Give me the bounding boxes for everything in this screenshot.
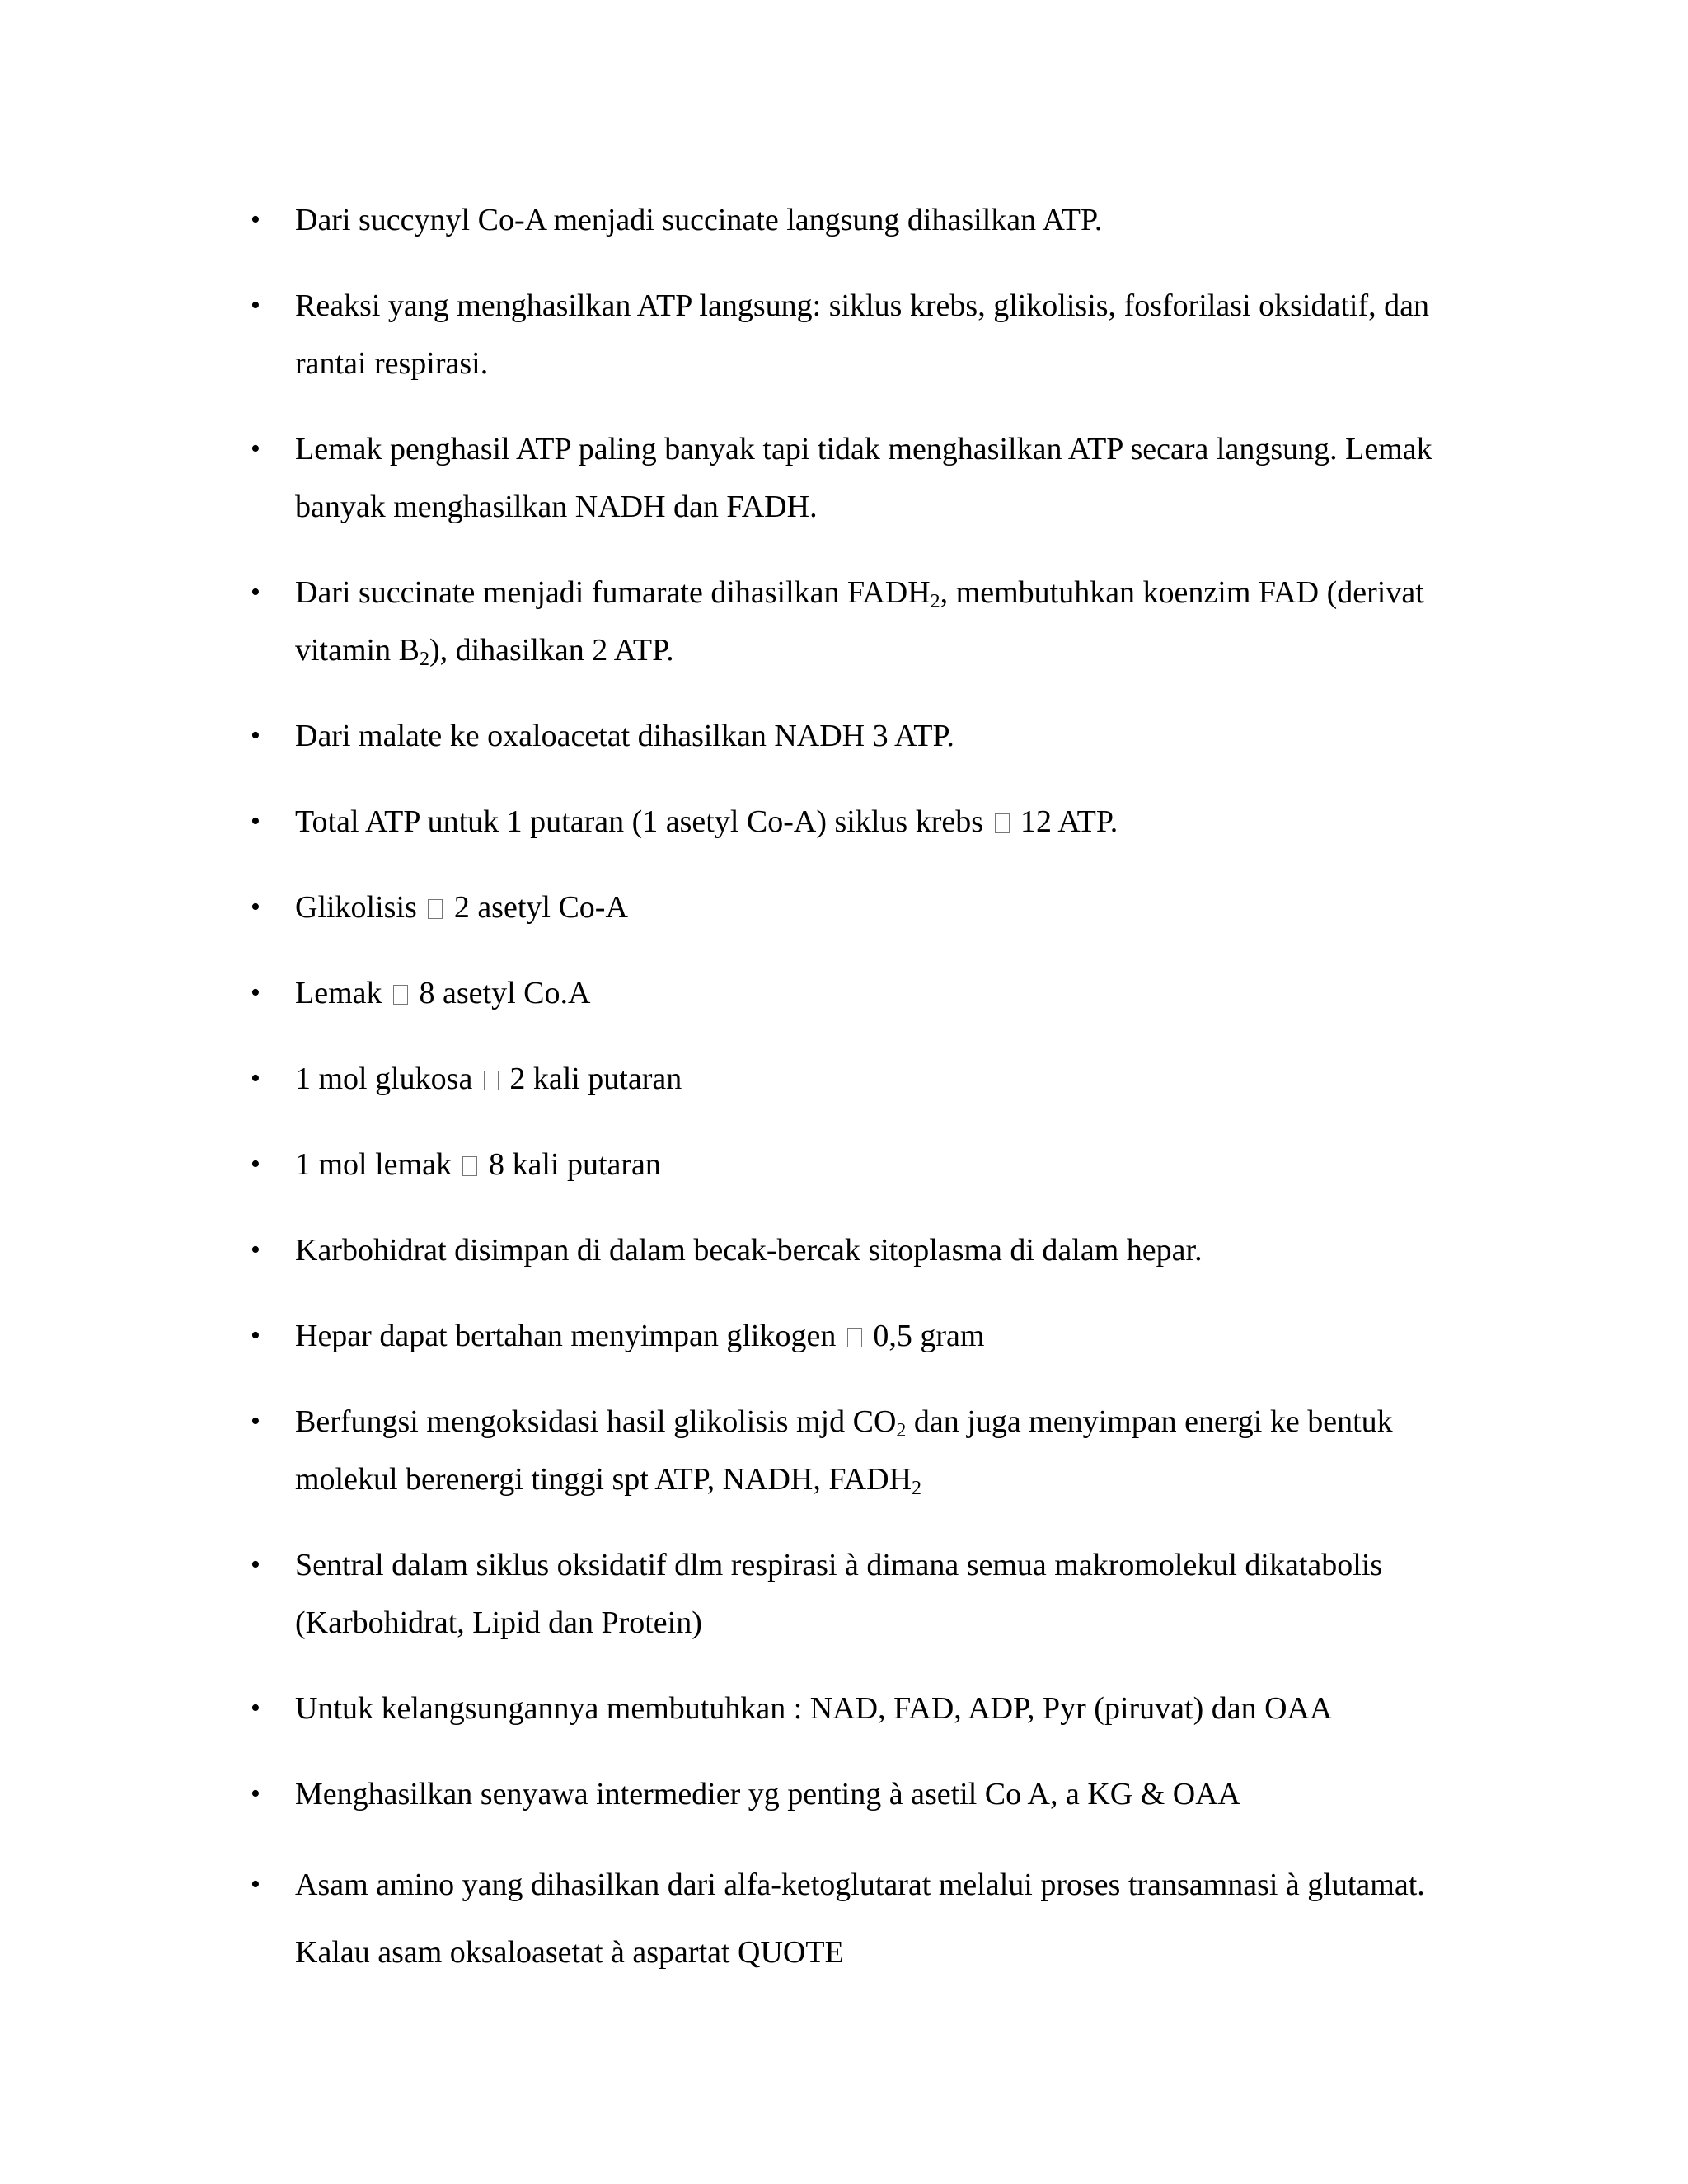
bullet-icon: •	[251, 577, 260, 607]
subscript: 2	[912, 1478, 922, 1499]
text-segment: 12 ATP.	[1020, 804, 1118, 839]
list-item	[247, 1136, 1467, 1193]
text-segment: 1 mol glukosa	[295, 1062, 473, 1096]
bullet-list	[247, 191, 1467, 2014]
list-item	[247, 191, 1467, 249]
list-item-text: Dari malate ke oxaloacetat dihasilkan NADH 3 ATP.	[295, 719, 954, 753]
list-item-text: Reaksi yang menghasilkan ATP langsung: siklus krebs, glikolisis, fosforilasi oksidatif, dan rantai respirasi.	[295, 288, 1429, 381]
list-item-text: Menghasilkan senyawa intermedier yg penting à asetil Co A, a KG & OAA	[295, 1777, 1241, 1811]
bullet-icon: •	[251, 806, 260, 837]
bullet-icon: •	[251, 434, 260, 464]
list-item-text	[295, 1147, 661, 1182]
text-segment: dan juga menyimpan energi ke bentuk molekul berenergi tinggi spt ATP, NADH, FADH	[295, 1404, 1393, 1497]
text-segment: 0,5 gram	[873, 1319, 985, 1353]
list-item-text: Asam amino yang dihasilkan dari alfa-ketoglutarat melalui proses transamnasi à glutamat. Kalau asam oksaloasetat à aspartat QUOTE	[295, 1868, 1425, 1970]
text-segment: Berfungsi mengoksidasi hasil glikolisis mjd CO	[295, 1404, 897, 1439]
list-item-text	[295, 1404, 1393, 1497]
subscript: 2	[896, 1420, 907, 1441]
list-item	[247, 1393, 1467, 1508]
bullet-icon: •	[251, 1320, 260, 1351]
missing-glyph-icon	[484, 1071, 499, 1090]
list-item-text: Lemak penghasil ATP paling banyak tapi tidak menghasilkan ATP secara langsung. Lemak banyak menghasilkan NADH dan FADH.	[295, 432, 1432, 524]
text-segment: Total ATP untuk 1 putaran (1 asetyl Co-A) siklus krebs	[295, 804, 983, 839]
list-item-text	[295, 575, 1424, 668]
bullet-icon: •	[251, 1149, 260, 1179]
list-item-text: Dari succynyl Co-A menjadi succinate langsung dihasilkan ATP.	[295, 203, 1103, 237]
text-segment: ), dihasilkan 2 ATP.	[429, 633, 674, 668]
text-segment: Hepar dapat bertahan menyimpan glikogen	[295, 1319, 837, 1353]
list-item	[247, 420, 1467, 536]
list-item-text: Sentral dalam siklus oksidatif dlm respirasi à dimana semua makromolekul dikatabolis (Karbohidrat, Lipid dan Protein)	[295, 1548, 1383, 1640]
bullet-icon: •	[251, 1235, 260, 1265]
text-segment: 2 asetyl Co-A	[453, 890, 628, 925]
text-segment: 2 kali putaran	[509, 1062, 682, 1096]
list-item	[247, 964, 1467, 1022]
bullet-icon: •	[251, 1693, 260, 1723]
list-item	[247, 1050, 1467, 1108]
list-item-text: Untuk kelangsungannya membutuhkan : NAD, FAD, ADP, Pyr (piruvat) dan OAA	[295, 1691, 1333, 1726]
bullet-icon: •	[251, 720, 260, 751]
bullet-icon: •	[251, 1869, 260, 1900]
list-item	[247, 1536, 1467, 1652]
text-segment: 8 asetyl Co.A	[419, 976, 591, 1010]
text-segment: Glikolisis	[295, 890, 417, 925]
missing-glyph-icon	[428, 899, 443, 919]
list-item-text	[295, 804, 1118, 839]
list-item	[247, 879, 1467, 936]
missing-glyph-icon	[393, 985, 408, 1005]
list-item	[247, 1307, 1467, 1365]
text-segment: , membutuhkan koenzim FAD (derivat vitamin B	[295, 575, 1424, 668]
list-item	[247, 707, 1467, 765]
list-item	[247, 793, 1467, 851]
bullet-icon: •	[251, 892, 260, 922]
text-segment: Lemak	[295, 976, 382, 1010]
list-item-text	[295, 976, 590, 1010]
list-item-text: Karbohidrat disimpan di dalam becak-bercak sitoplasma di dalam hepar.	[295, 1233, 1203, 1268]
bullet-icon: •	[251, 1063, 260, 1094]
bullet-icon: •	[251, 1779, 260, 1809]
missing-glyph-icon	[847, 1328, 862, 1347]
list-item	[247, 1680, 1467, 1737]
text-segment: 8 kali putaran	[488, 1147, 661, 1182]
text-segment: 1 mol lemak	[295, 1147, 452, 1182]
text-segment: Dari succinate menjadi fumarate dihasilkan FADH	[295, 575, 931, 610]
list-item-text	[295, 890, 628, 925]
list-item	[247, 1851, 1467, 1986]
bullet-icon: •	[251, 1549, 260, 1580]
subscript: 2	[930, 591, 940, 612]
list-item	[247, 564, 1467, 679]
list-item	[247, 1221, 1467, 1279]
bullet-icon: •	[251, 290, 260, 321]
list-item-text	[295, 1319, 984, 1353]
list-item	[247, 277, 1467, 392]
bullet-icon: •	[251, 1406, 260, 1436]
subscript: 2	[419, 649, 429, 670]
missing-glyph-icon	[995, 813, 1010, 833]
missing-glyph-icon	[462, 1156, 477, 1176]
list-item-text	[295, 1062, 682, 1096]
bullet-icon: •	[251, 977, 260, 1008]
list-item	[247, 1765, 1467, 1823]
bullet-icon: •	[251, 204, 260, 235]
